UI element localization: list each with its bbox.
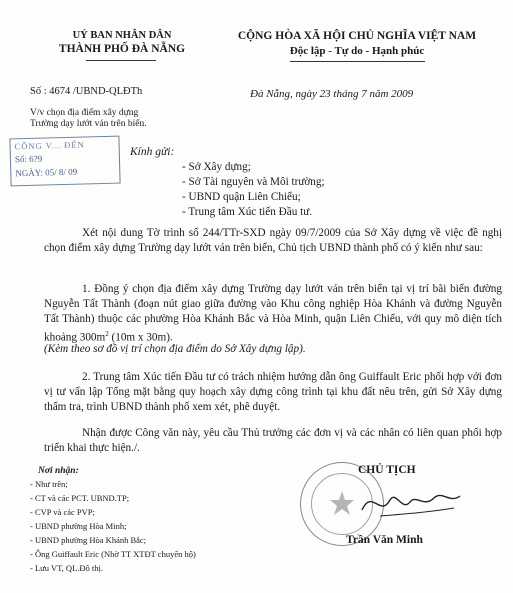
org-name-line1: UỶ BAN NHÂN DÂN [72, 30, 172, 41]
signer-title: CHỦ TỊCH [358, 464, 416, 476]
place-date: Đà Nẵng, ngày 23 tháng 7 năm 2009 [250, 88, 414, 100]
distribution-item: - UBND phường Hòa Minh; [30, 521, 127, 531]
stamp-line3: NGÀY: 05/ 8/ 09 [15, 166, 78, 179]
recipients-label: Kính gửi: [130, 146, 175, 158]
distribution-item: - CT và các PCT. UBND.TP; [30, 493, 130, 503]
distribution-item: - CVP và các PVP; [30, 507, 95, 517]
point1-superscript: 2 [105, 330, 109, 338]
org-underline [86, 60, 156, 61]
distribution-label: Nơi nhận: [38, 466, 79, 476]
distribution-item: - Như trên; [30, 479, 68, 489]
doc-number: Số : 4674 /UBND-QLĐTh [30, 86, 143, 97]
distribution-item: - Ông Guiffault Eric (Nhờ TT XTĐT chuyển hộ) [30, 549, 196, 559]
org-name-line2: THÀNH PHỐ ĐÀ NẴNG [58, 43, 186, 55]
point1-text: 1. Đồng ý chọn địa điểm xây dựng Trường dạy lướt ván trên biển tại vị trí bãi biển đường Nguyễn Tất Thành (đoạn nút giao giữa đường vào Khu công nghiệp Hòa Khánh và đường Nguyễn Tất Thành) thuộc các phường Hòa Khánh Bắc và Hòa Minh, quận Liên Chiểu, với quy mô diện tích khoảng 300m [44, 283, 502, 344]
point1-tail: (10m x 30m). [108, 331, 173, 344]
closing-paragraph: Nhận được Công văn này, yêu cầu Thủ trưởng các đơn vị và các nhân có liên quan phối hợp triển khai thực hiện./. [44, 427, 502, 454]
signer-name: Trần Văn Minh [346, 534, 423, 546]
recipient-item: - Sở Tài nguyên và Môi trường; [182, 176, 325, 188]
stamp-line1: CÔNG V... ĐẾN [14, 139, 85, 152]
point1-paragraph [44, 282, 502, 346]
subject-line1: V/v chọn địa điểm xây dựng [30, 108, 139, 118]
distribution-item: - UBND phường Hòa Khánh Bắc; [30, 535, 147, 545]
motto-underline [290, 61, 425, 62]
distribution-item: - Lưu VT, QL.Đô thị. [30, 563, 103, 573]
intro-paragraph: Xét nội dung Tờ trình số 244/TTr-SXD ngày 09/7/2009 của Sở Xây dựng về việc đề nghị chọn điểm xây dựng Trường dạy lướt ván trên biển, Chủ tịch UBND thành phố có ý kiến như sau: [44, 227, 502, 254]
recipient-item: - UBND quận Liên Chiểu; [182, 191, 301, 203]
point2-paragraph: 2. Trung tâm Xúc tiến Đầu tư có trách nhiệm hướng dẫn ông Guiffault Eric phối hợp với đơn vị tư vấn lập Tổng mặt bằng quy hoạch xây dựng công trình tại khu đất nêu trên, gửi Sở Xây dựng thẩm tra, trình UBND thành phố xem xét, phê duyệt. [44, 371, 502, 413]
nation-name: CỘNG HÒA XÃ HỘI CHỦ NGHĨA VIỆT NAM [237, 30, 477, 42]
nation-motto: Độc lập - Tự do - Hạnh phúc [289, 45, 425, 57]
stamp-line2: Số: 6?9 [14, 153, 43, 165]
point1-note: (Kèm theo sơ đồ vị trí chọn địa điểm do Sở Xây dựng lập). [44, 343, 306, 355]
recipient-item: - Sở Xây dựng; [182, 161, 251, 173]
handwritten-signature [350, 478, 470, 528]
incoming-stamp [9, 136, 120, 187]
subject-line2: Trường dạy lướt ván trên biển. [30, 119, 147, 129]
recipient-item: - Trung tâm Xúc tiến Đầu tư. [182, 206, 313, 218]
